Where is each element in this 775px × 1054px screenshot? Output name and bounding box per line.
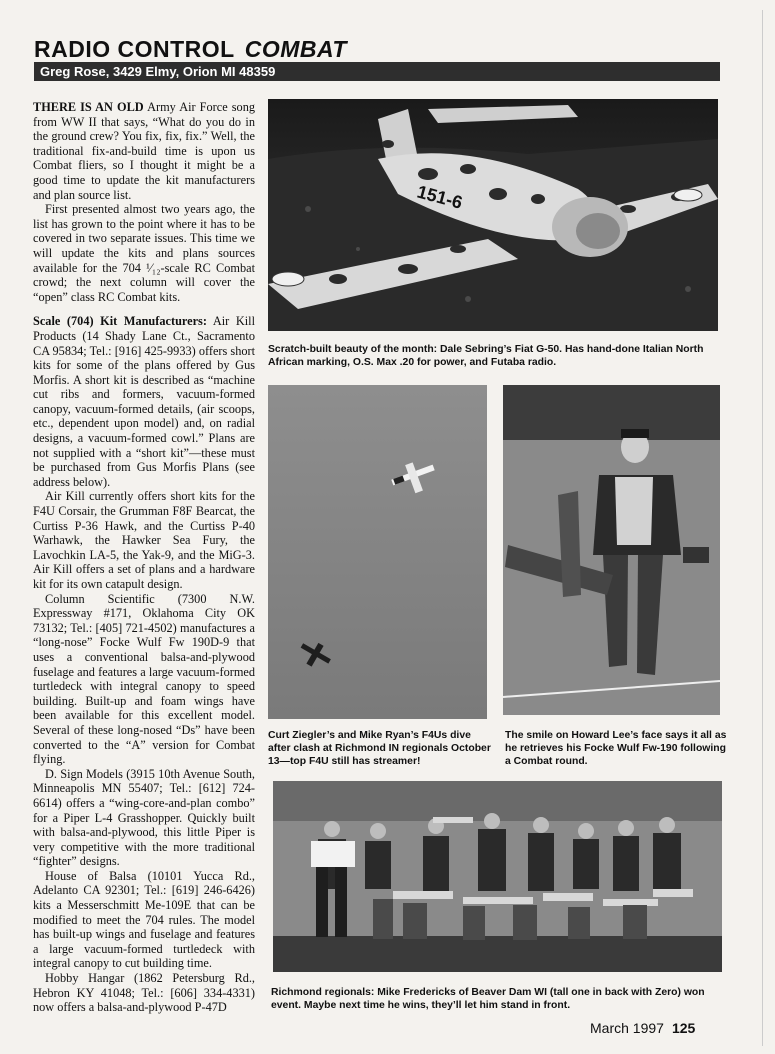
kit-manufacturers-text: Air Kill Products (14 Shady Lane Ct., Sacramento CA 95834; Tel.: [916] 425-9933) offers short kits for some of the plans offered by Gus Morfis. A short kit is described as “machine cut ribs and formers, vacuum-formed canopy, vacuum-formed details, (air scoops, etc., dependent upon model) and, on radial designs, a vacuum-formed cowl.” Plans are not supplied with a “short kit”—these must be purchased from Gus Morfis Plans (see address below). xyxy=(33,314,256,489)
caption-f4u: Curt Ziegler’s and Mike Ryan’s F4Us dive after clash at Richmond IN regionals October 13—top F4U still has streamer! xyxy=(268,730,491,767)
paragraph-hobby-hangar: Hobby Hangar (1862 Petersburg Rd., Hebron KY 41048; Tel.: [606] 334-4331) now offers a balsa-and-plywood P-47D xyxy=(33,971,255,1015)
kit-manufacturers-heading: Scale (704) Kit Manufacturers: xyxy=(33,314,207,329)
photo-fiat-g50 xyxy=(268,99,718,331)
title-part1: RADIO CONTROL xyxy=(34,36,235,62)
caption-fiat: Scratch-built beauty of the month: Dale Sebring’s Fiat G-50. Has hand-done Italian North African marking, O.S. Max .20 for power, and Futaba radio. xyxy=(268,344,704,368)
column-title xyxy=(34,36,347,63)
caption-howard: The smile on Howard Lee’s face says it all as he retrieves his Focke Wulf Fw-190 following a Combat round. xyxy=(505,730,727,767)
issue-date: March 1997 xyxy=(590,1020,664,1036)
page-number: 125 xyxy=(671,1020,696,1036)
title-part2: COMBAT xyxy=(244,36,347,62)
paragraph-2: First presented almost two years ago, the list has grown to the point where it has to be covered in two separate issues. This time we will update the kits and plans sources available for the 704 ¹⁄₁₂-scale RC Combat crowd; the next column will cover the “open” class RC Combat kits. xyxy=(33,202,255,304)
author-byline: Greg Rose, 3429 Elmy, Orion MI 48359 xyxy=(34,62,720,81)
article-body xyxy=(33,100,255,1015)
photo-group-richmond xyxy=(273,781,722,972)
paragraph-column-scientific: Column Scientific (7300 N.W. Expressway #171, Oklahoma City OK 73132; Tel.: [405] 721-4502) manufactures a “long-nose” Focke Wulf Fw 190D-9 that uses a conventional balsa-and-plywood fuselage and features a large vacuum-formed turtledeck with integral canopy to speed building. Built-up and foam wings have been available for this excellent model. Several of these long-nosed “Ds” have been converted to the “A” version for Combat flying. xyxy=(33,591,255,767)
photo-f4u-dive xyxy=(268,385,487,719)
paragraph-house-of-balsa: House of Balsa (10101 Yucca Rd., Adelanto CA 92301; Tel.: [619] 246-6426) kits a Messerschmitt Me-109E that can be modified to meet the 704 rules. The model has built-up wings and fuselage and features a large vacuum-formed turtledeck with integral canopy to cut building time. xyxy=(33,868,255,971)
paragraph-intro xyxy=(33,100,255,202)
intro-lead-in: THERE IS AN OLD xyxy=(33,100,144,114)
intro-text: Army Air Force song from WW II that says, “What do you do in the ground crew? You fix, fix, fix.” Well, the traditional fix-and-build time is upon us Combat fliers, so I thought it might be a good time to update the kit manufacturers and plan source list. xyxy=(33,100,255,202)
photo-howard-lee xyxy=(503,385,720,715)
page-footer xyxy=(590,1020,695,1036)
caption-group: Richmond regionals: Mike Fredericks of Beaver Dam WI (tall one in back with Zero) won event. Maybe next time he wins, they’ll let him stand in front. xyxy=(271,987,705,1011)
paragraph-d-sign-models: D. Sign Models (3915 10th Avenue South, Minneapolis MN 55407; Tel.: [612] 724-6614) offers a “wing-core-and-plan combo” for a Piper L-4 Grasshopper. Quickly built with balsa-and-plywood, this little Piper is very competitive with the more traditional “fighter” designs. xyxy=(33,766,255,869)
paragraph-kit-manufacturers xyxy=(33,314,255,489)
paragraph-air-kill: Air Kill currently offers short kits for the F4U Corsair, the Grumman F8F Bearcat, the Curtiss P-36 Hawk, and the Curtiss P-40 Warhawk, the Hawker Sea Fury, the Lavochkin LA-5, the Yak-9, and the MiG-3. Air Kill offers a set of plans and a hardware kit for its own catapult design. xyxy=(33,489,255,591)
fiat-code-marking: 151-6 xyxy=(414,181,465,213)
